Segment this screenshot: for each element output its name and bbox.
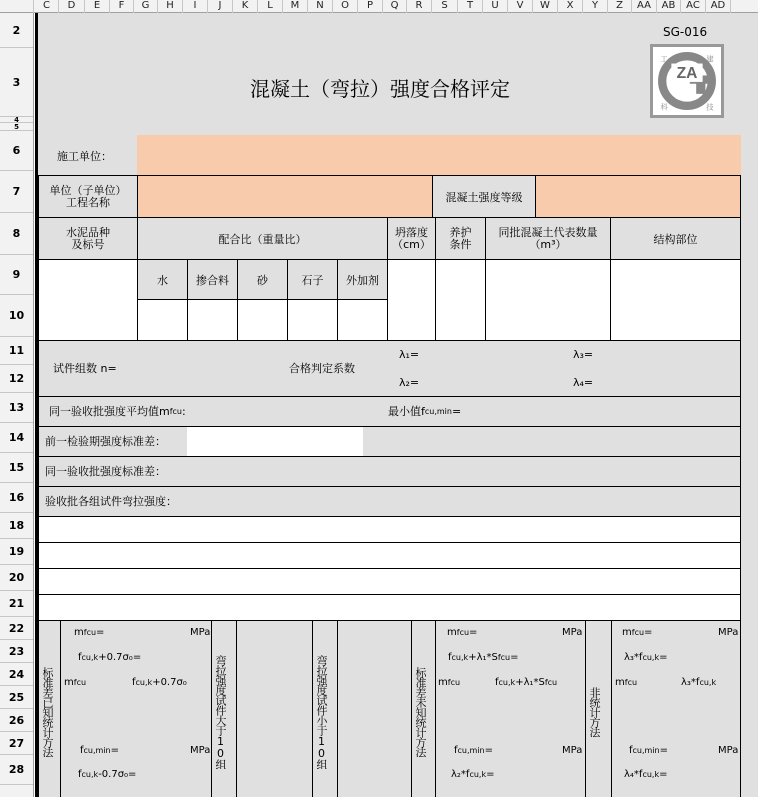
d-min-unit: MPa — [562, 744, 583, 756]
strength-data-row-2[interactable] — [38, 542, 741, 569]
e-lambda4-formula: λ₄*f cu,k = — [624, 768, 668, 780]
row-header[interactable]: 7 — [0, 171, 33, 213]
row-header[interactable]: 11 — [0, 337, 33, 365]
batch-std-label: 同一验收批强度标准差： — [45, 465, 166, 478]
row-header[interactable]: 20 — [0, 565, 33, 591]
column-header[interactable]: I — [183, 0, 208, 13]
over10-result-cell[interactable] — [236, 620, 313, 797]
company-logo — [650, 44, 724, 118]
column-header[interactable]: H — [158, 0, 183, 13]
project-name-label: 单位（子单位） 工程名称 — [38, 175, 138, 218]
column-header[interactable]: AC — [681, 0, 706, 13]
column-header[interactable]: AD — [706, 0, 731, 13]
column-header[interactable]: AA — [632, 0, 657, 13]
concrete-grade-label: 混凝土强度等级 — [432, 175, 536, 218]
logo-corner-tl: 工 — [660, 54, 668, 64]
row-header[interactable]: 2 — [0, 13, 33, 48]
column-header[interactable]: P — [358, 0, 383, 13]
column-header[interactable]: E — [85, 0, 110, 13]
group-count-label: 试件组数 n= — [53, 362, 117, 375]
prev-std-input[interactable] — [187, 427, 363, 456]
curing-header: 养护 条件 — [435, 217, 486, 260]
column-header[interactable]: S — [432, 0, 458, 13]
logo-corner-br: 技 — [706, 102, 714, 112]
d-lambda2-formula: λ₂*f cu,k = — [451, 768, 495, 780]
column-header[interactable]: K — [233, 0, 258, 13]
column-header[interactable]: M — [283, 0, 308, 13]
e-lambda3-formula: λ₃*f cu,k = — [624, 651, 668, 663]
coefficient-label: 合格判定系数 — [289, 362, 355, 375]
row-header[interactable]: 15 — [0, 453, 33, 483]
e-mean-unit: MPa — [718, 626, 739, 638]
row-header[interactable]: 14 — [0, 423, 33, 453]
batch-mean-label: 同一验收批强度平均值m fcu : — [49, 404, 186, 418]
column-header[interactable]: F — [110, 0, 134, 13]
a-fcuk-minus-formula: f cu,k -0.7σ₀= — [78, 768, 137, 780]
over10-label-cell — [211, 620, 237, 797]
column-header[interactable]: V — [508, 0, 533, 13]
mix-admixture-header: 掺合料 — [187, 259, 238, 300]
mix-ratio-header: 配合比（重量比） — [137, 217, 388, 260]
batch-strength-label: 验收批各组试件弯拉强度： — [45, 495, 177, 508]
column-header[interactable]: T — [458, 0, 483, 13]
non-stat-method-cell — [585, 620, 612, 797]
logo-corner-bl: 科 — [660, 102, 668, 112]
under10-label: 弯拉强度试件小于10组 — [315, 655, 328, 769]
lambda2-label: λ₂= — [399, 375, 420, 389]
cement-type-cell[interactable] — [38, 259, 138, 341]
row-header[interactable]: 8 — [0, 213, 33, 255]
mix-sand-cell[interactable] — [237, 299, 288, 341]
mix-stone-cell[interactable] — [287, 299, 338, 341]
lambda3-label: λ₃= — [573, 347, 594, 361]
row-header[interactable]: 26 — [0, 709, 33, 732]
structure-part-header: 结构部位 — [610, 217, 741, 260]
under10-label-cell — [312, 620, 338, 797]
column-header[interactable]: O — [333, 0, 358, 13]
std-unknown-method-cell — [411, 620, 436, 797]
a-compare-right: f cu,k +0.7σ₀ — [132, 676, 187, 688]
mix-sand-header: 砂 — [237, 259, 288, 300]
form-code: SG-016 — [663, 25, 708, 39]
select-all-corner[interactable] — [0, 0, 34, 13]
lambda1-label: λ₁= — [399, 347, 420, 361]
row-header[interactable]: 23 — [0, 640, 33, 663]
d-compare-left: m fcu — [438, 676, 461, 688]
slump-header: 坍落度 （cm） — [387, 217, 436, 260]
min-value-label: 最小值f cu,min = — [388, 404, 462, 418]
column-header[interactable]: D — [59, 0, 85, 13]
e-mean-formula: m fcu = — [622, 626, 653, 638]
logo-text: ZA — [676, 65, 698, 83]
row-header[interactable]: 5 — [0, 123, 33, 131]
form-title: 混凝土（弯拉）强度合格评定 — [250, 76, 510, 101]
over10-label: 弯拉强度试件大于10组 — [214, 655, 227, 769]
column-header[interactable]: W — [533, 0, 558, 13]
row-header[interactable]: 9 — [0, 255, 33, 295]
row-header[interactable]: 3 — [0, 48, 33, 117]
cement-type-header: 水泥品种 及标号 — [38, 217, 138, 260]
column-header[interactable]: L — [258, 0, 283, 13]
under10-result-cell[interactable] — [337, 620, 412, 797]
row-header[interactable]: 13 — [0, 393, 33, 423]
mix-water-cell[interactable] — [137, 299, 188, 341]
row-header[interactable]: 19 — [0, 539, 33, 565]
row-header-bar — [0, 13, 34, 797]
row-header[interactable]: 22 — [0, 617, 33, 640]
std-known-method-label: 标准差已知统计方法 — [41, 667, 54, 757]
column-header[interactable]: Y — [583, 0, 608, 13]
strength-data-row-4[interactable] — [38, 594, 741, 621]
batch-quantity-header: 同批混凝土代表数量 （m³） — [485, 217, 611, 260]
logo-corner-tr: 建 — [706, 54, 714, 64]
column-header[interactable]: C — [35, 0, 59, 13]
non-stat-method-label: 非统计方法 — [588, 687, 601, 737]
row-header[interactable]: 18 — [0, 513, 33, 539]
row-header[interactable]: 27 — [0, 732, 33, 755]
mix-additive-cell[interactable] — [337, 299, 388, 341]
row-header[interactable]: 21 — [0, 591, 33, 617]
a-mean-formula: m fcu = — [74, 626, 105, 638]
d-compare-right: f cu,k +λ₁*S fcu — [495, 676, 558, 688]
row-header[interactable]: 28 — [0, 755, 33, 785]
std-unknown-method-label: 标准差未知统计方法 — [414, 667, 427, 757]
e-compare-left: m fcu — [615, 676, 638, 688]
mix-water-header: 水 — [137, 259, 188, 300]
a-fcuk-formula: f cu,k +0.7σ₀= — [78, 651, 142, 663]
strength-data-row-1[interactable] — [38, 516, 741, 543]
column-header[interactable]: G — [134, 0, 158, 13]
column-header[interactable]: AB — [657, 0, 681, 13]
column-header-bar — [0, 0, 758, 13]
row-header[interactable]: 6 — [0, 131, 33, 171]
e-min-unit: MPa — [718, 744, 739, 756]
column-headers — [35, 0, 758, 13]
d-min-formula: f cu,min = — [454, 744, 494, 756]
column-header[interactable]: Q — [383, 0, 407, 13]
a-min-unit: MPa — [190, 744, 211, 756]
e-compare-right: λ₃*f cu,k — [681, 676, 717, 688]
lambda4-label: λ₄= — [573, 375, 594, 389]
column-header[interactable]: N — [308, 0, 333, 13]
row-header[interactable]: 12 — [0, 365, 33, 393]
structure-part-cell[interactable] — [610, 259, 741, 341]
row-header[interactable]: 10 — [0, 295, 33, 337]
mix-additive-header: 外加剂 — [337, 259, 388, 300]
mix-stone-header: 石子 — [287, 259, 338, 300]
a-mean-unit: MPa — [190, 626, 211, 638]
row-header[interactable]: 4 — [0, 117, 33, 123]
column-header[interactable]: U — [483, 0, 508, 13]
slump-cell[interactable] — [387, 259, 436, 341]
e-min-formula: f cu,min = — [629, 744, 669, 756]
concrete-grade-input[interactable] — [535, 175, 741, 218]
construction-unit-input[interactable] — [137, 135, 741, 175]
d-mean-formula: m fcu = — [447, 626, 478, 638]
column-header[interactable]: J — [208, 0, 233, 13]
column-header[interactable]: Z — [608, 0, 632, 13]
std-known-method-cell — [38, 620, 61, 797]
a-min-formula: f cu,min = — [80, 744, 120, 756]
curing-cell[interactable] — [435, 259, 486, 341]
row-header[interactable]: 25 — [0, 686, 33, 709]
row-header[interactable]: 16 — [0, 483, 33, 513]
project-name-input[interactable] — [137, 175, 433, 218]
prev-std-label: 前一检验期强度标准差： — [45, 435, 166, 448]
batch-quantity-cell[interactable] — [485, 259, 611, 341]
a-compare-left: m fcu — [64, 676, 87, 688]
d-fcuk-formula: f cu,k +λ₁*S fcu = — [448, 651, 519, 663]
construction-unit-label: 施工单位： — [57, 150, 112, 163]
form-sheet — [35, 13, 758, 797]
strength-data-row-3[interactable] — [38, 568, 741, 595]
d-mean-unit: MPa — [562, 626, 583, 638]
column-header[interactable]: R — [407, 0, 432, 13]
mix-admixture-cell[interactable] — [187, 299, 238, 341]
row-header[interactable]: 24 — [0, 663, 33, 686]
column-header[interactable]: X — [558, 0, 583, 13]
logo-g-mark-icon — [653, 47, 721, 115]
